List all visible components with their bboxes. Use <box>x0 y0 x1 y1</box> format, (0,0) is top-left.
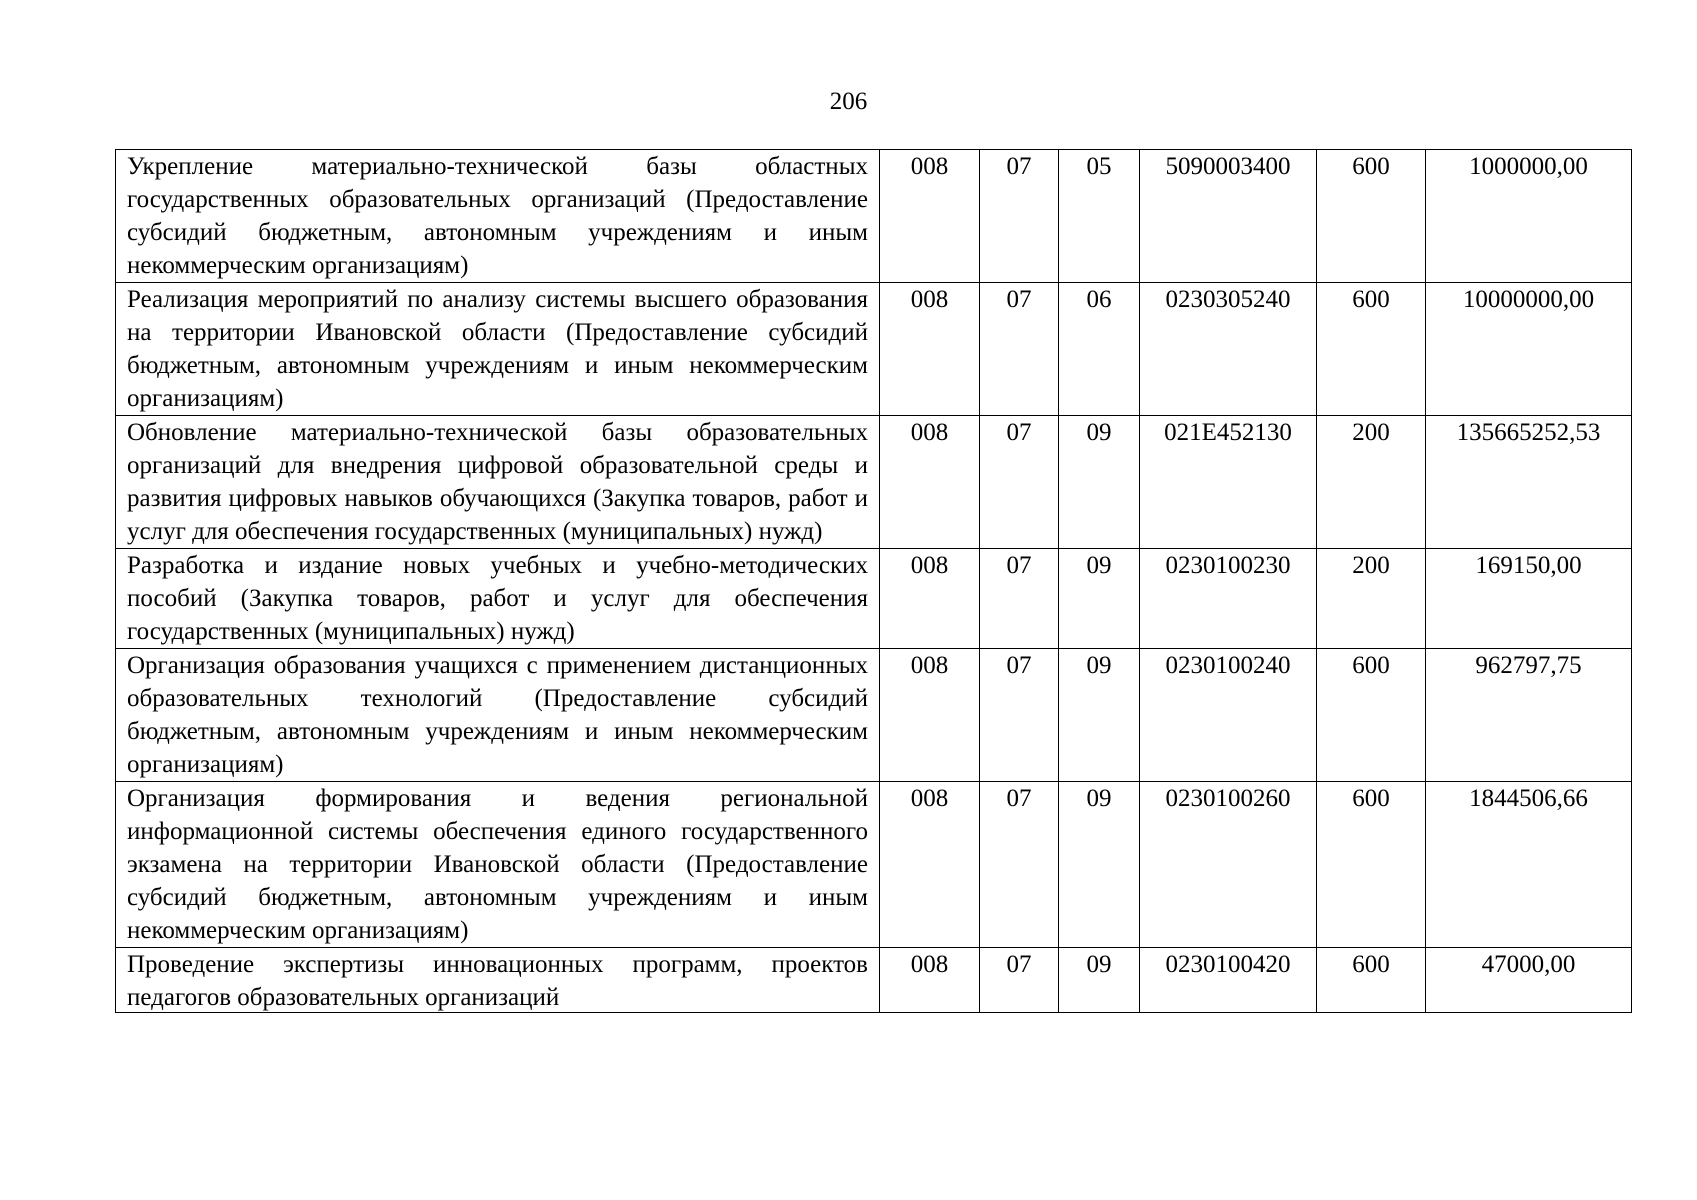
row-section-code: 07 <box>980 782 1059 948</box>
row-subsection-code: 09 <box>1059 416 1140 549</box>
row-expense-type-code: 200 <box>1317 416 1426 549</box>
row-section-code: 07 <box>980 649 1059 782</box>
row-description: Проведение экспертизы инновационных программ, проектов педагогов образовательных организаций <box>127 951 868 1011</box>
row-grbs-code: 008 <box>880 649 980 782</box>
row-expense-type-code: 600 <box>1317 782 1426 948</box>
row-subsection-code: 09 <box>1059 948 1140 1013</box>
row-description: Укрепление материально-технической базы областных государственных образовательных организаций (Предоставление субсидий бюджетным, автономным учреждениям и иным некоммерческим организациям) <box>116 150 880 283</box>
table-row <box>116 283 1632 416</box>
table-body <box>116 150 1632 1013</box>
table-row <box>116 150 1632 283</box>
row-subsection-code: 05 <box>1059 150 1140 283</box>
row-target-article-code: 0230100230 <box>1140 549 1317 649</box>
row-target-article-code: 0230100240 <box>1140 649 1317 782</box>
row-amount: 169150,00 <box>1426 549 1632 649</box>
row-description-cell <box>116 948 880 1013</box>
row-amount: 1844506,66 <box>1426 782 1632 948</box>
row-description: Обновление материально-технической базы образовательных организаций для внедрения цифровой образовательной среды и развития цифровых навыков обучающихся (Закупка товаров, работ и услуг для обеспечения государственных (муниципальных) нужд) <box>116 416 880 549</box>
row-amount: 10000000,00 <box>1426 283 1632 416</box>
row-description: Организация формирования и ведения региональной информационной системы обеспечения единого государственного экзамена на территории Ивановской области (Предоставление субсидий бюджетным, автономным учреждениям и иным некоммерческим организациям) <box>116 782 880 948</box>
row-section-code: 07 <box>980 150 1059 283</box>
row-grbs-code: 008 <box>880 416 980 549</box>
row-target-article-code: 0230305240 <box>1140 283 1317 416</box>
table-row <box>116 948 1632 1013</box>
row-subsection-code: 09 <box>1059 782 1140 948</box>
row-description: Разработка и издание новых учебных и учебно-методических пособий (Закупка товаров, работ и услуг для обеспечения государственных (муниципальных) нужд) <box>116 549 880 649</box>
table-row <box>116 649 1632 782</box>
row-amount: 962797,75 <box>1426 649 1632 782</box>
row-expense-type-code: 600 <box>1317 283 1426 416</box>
row-target-article-code: 0230100420 <box>1140 948 1317 1013</box>
table-row <box>116 782 1632 948</box>
row-target-article-code: 021E452130 <box>1140 416 1317 549</box>
row-description: Реализация мероприятий по анализу системы высшего образования на территории Ивановской области (Предоставление субсидий бюджетным, автономным учреждениям и иным некоммерческим организациям) <box>116 283 880 416</box>
row-target-article-code: 5090003400 <box>1140 150 1317 283</box>
row-section-code: 07 <box>980 948 1059 1013</box>
row-grbs-code: 008 <box>880 782 980 948</box>
row-expense-type-code: 600 <box>1317 649 1426 782</box>
row-grbs-code: 008 <box>880 948 980 1013</box>
row-amount: 135665252,53 <box>1426 416 1632 549</box>
budget-allocation-table <box>115 149 1632 1013</box>
page-number: 206 <box>829 88 868 115</box>
row-section-code: 07 <box>980 283 1059 416</box>
row-expense-type-code: 200 <box>1317 549 1426 649</box>
row-expense-type-code: 600 <box>1317 948 1426 1013</box>
table-row <box>116 549 1632 649</box>
row-grbs-code: 008 <box>880 150 980 283</box>
row-expense-type-code: 600 <box>1317 150 1426 283</box>
row-grbs-code: 008 <box>880 283 980 416</box>
row-target-article-code: 0230100260 <box>1140 782 1317 948</box>
row-amount: 47000,00 <box>1426 948 1632 1013</box>
row-grbs-code: 008 <box>880 549 980 649</box>
row-description: Организация образования учащихся с применением дистанционных образовательных технологий (Предоставление субсидий бюджетным, автономным учреждениям и иным некоммерческим организациям) <box>116 649 880 782</box>
row-subsection-code: 09 <box>1059 649 1140 782</box>
table-row <box>116 416 1632 549</box>
row-subsection-code: 09 <box>1059 549 1140 649</box>
row-section-code: 07 <box>980 549 1059 649</box>
row-section-code: 07 <box>980 416 1059 549</box>
row-subsection-code: 06 <box>1059 283 1140 416</box>
row-amount: 1000000,00 <box>1426 150 1632 283</box>
